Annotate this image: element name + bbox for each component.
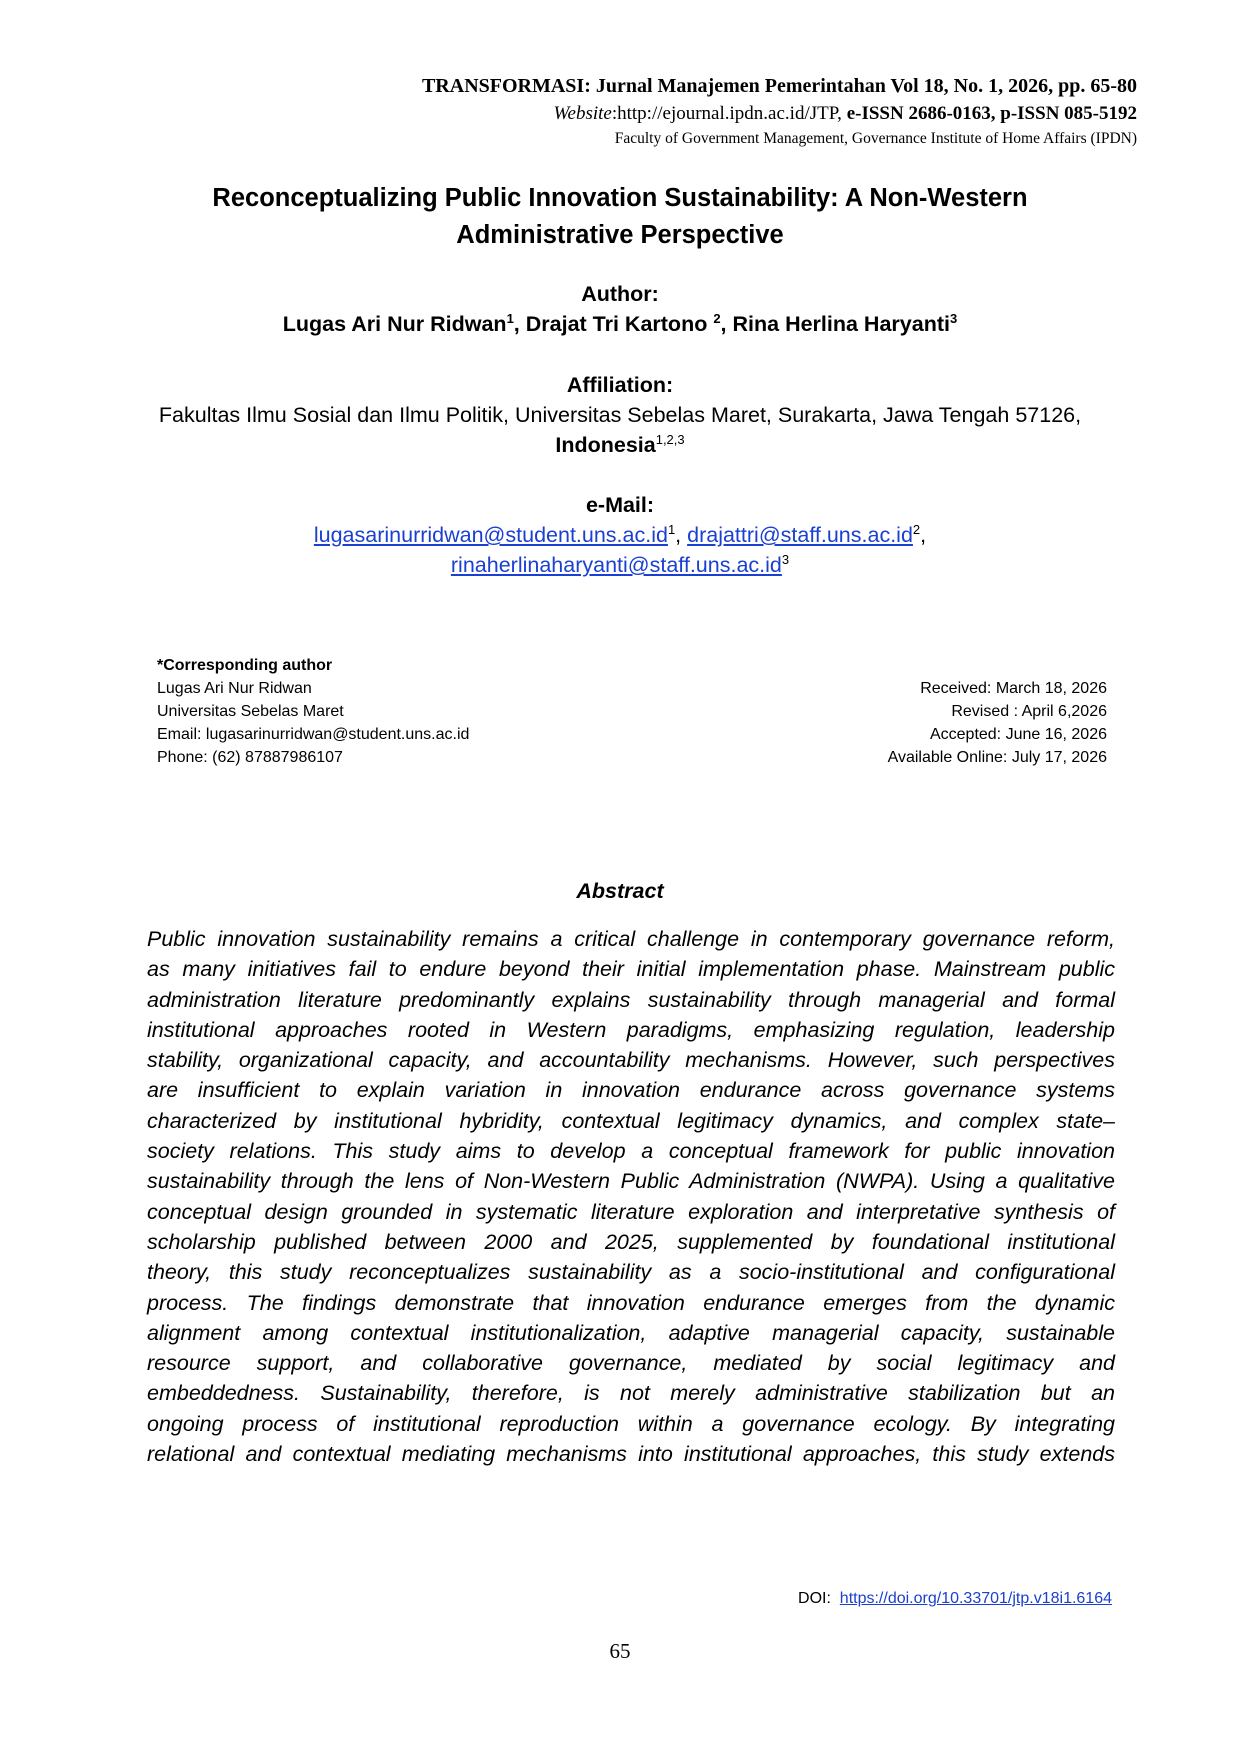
abstract-line: society relations. This study aims to develop a conceptual framework for public innovation [147,1139,1115,1164]
abstract-line: alignment among contextual institutionalization, adaptive managerial capacity, sustainable [147,1320,1115,1345]
author-separator: , [720,312,733,336]
corresponding-phone: Phone: (62) 87887986107 [157,749,343,766]
abstract-line: theory, this study reconceptualizes sustainability as a socio-institutional and configurational [147,1260,1115,1285]
abstract-line: embeddedness. Sustainability, therefore, is not merely administrative stabilization but an [147,1381,1115,1406]
author-list [130,309,1110,339]
email-link[interactable]: rinaherlinaharyanti@staff.uns.ac.id [450,553,782,577]
issn-text: e-ISSN 2686-0163, p-ISSN 085-5192 [846,103,1137,124]
affiliation-country-line [130,430,1110,460]
journal-citation-line: TRANSFORMASI: Jurnal Manajemen Pemerintahan Vol 18, No. 1, 2026, pp. 65-80 [421,75,1137,97]
abstract-line: characterized by institutional hybridity, contextual legitimacy dynamics, and complex state– [147,1108,1115,1133]
page-number: 65 [609,1639,631,1663]
abstract-body [147,924,1115,1469]
email-sup: 1 [667,521,676,537]
author-name: Rina Herlina Haryanti [732,312,950,336]
author-sup: 3 [949,310,958,326]
abstract-line: process. The findings demonstrate that innovation endurance emerges from the dynamic [147,1290,1115,1315]
date-revised: Revised : April 6,2026 [951,703,1107,720]
author-section [130,279,1110,339]
affiliation-text: Fakultas Ilmu Sosial dan Ilmu Politik, Universitas Sebelas Maret, Surakarta, Jawa Tengah 57126, [158,403,1082,427]
author-sup: 2 [713,310,721,326]
corresponding-email: Email: lugasarinurridwan@student.uns.ac.id [157,726,470,743]
abstract-line: are insufficient to explain variation in innovation endurance across governance systems [147,1078,1115,1103]
email-sup: 2 [912,521,921,537]
date-online: Available Online: July 17, 2026 [887,749,1107,766]
title-line-2: Administrative Perspective [456,221,784,249]
affiliation-country: Indonesia [555,433,656,457]
corresponding-name: Lugas Ari Nur Ridwan [157,680,312,697]
faculty-line: Faculty of Government Management, Governance Institute of Home Affairs (IPDN) [614,130,1137,147]
affiliation-section [130,370,1110,460]
email-separator: , [920,523,927,547]
author-sup: 1 [506,310,514,326]
journal-website-line [422,100,1137,128]
abstract-line: as many initiatives fail to endure beyond their initial implementation phase. Mainstream public [147,957,1115,982]
abstract-heading: Abstract [576,879,664,903]
author-label: Author: [581,282,659,306]
website-label: Website [553,103,612,124]
doi-line [798,1587,1112,1611]
corresponding-heading: *Corresponding author [157,657,333,674]
email-separator: , [675,523,688,547]
email-link[interactable]: drajattri@staff.uns.ac.id [687,523,913,547]
email-sup: 3 [781,551,790,567]
website-url[interactable]: :http://ejournal.ipdn.ac.id/JTP, [611,103,847,124]
abstract-line: stability, organizational capacity, and accountability mechanisms. However, such perspectives [147,1048,1115,1073]
author-name: Drajat Tri Kartono [525,312,714,336]
email-label: e-Mail: [585,493,655,517]
journal-header [422,72,1137,150]
abstract-line: ongoing process of institutional reproduction within a governance ecology. By integrating [147,1411,1115,1436]
email-section [130,490,1110,580]
title-line-1: Reconceptualizing Public Innovation Sustainability: A Non-Western [212,184,1028,212]
publication-dates [707,677,1107,769]
doi-link[interactable]: https://doi.org/10.33701/jtp.v18i1.6164 [839,1590,1112,1607]
abstract-line: conceptual design grounded in systematic literature exploration and interpretative synthesis of [147,1199,1115,1224]
email-line-1 [130,520,1110,550]
author-separator: , [513,312,526,336]
doi-label: DOI: [798,1590,831,1607]
abstract-line: institutional approaches rooted in Western paradigms, emphasizing regulation, leadership [147,1017,1115,1042]
abstract-line: sustainability through the lens of Non-Western Public Administration (NWPA). Using a qualitative [147,1169,1115,1194]
author-name: Lugas Ari Nur Ridwan [282,312,507,336]
abstract-line: scholarship published between 2000 and 2025, supplemented by foundational institutional [147,1229,1115,1254]
affiliation-label: Affiliation: [566,373,674,397]
abstract-line: relational and contextual mediating mechanisms into institutional approaches, this study extends [147,1442,1115,1467]
email-line-2 [130,550,1110,580]
email-link[interactable]: lugasarinurridwan@student.uns.ac.id [313,523,668,547]
date-accepted: Accepted: June 16, 2026 [929,726,1107,743]
corresponding-author-info [157,654,677,769]
abstract-line: administration literature predominantly explains sustainability through managerial and formal [147,987,1115,1012]
corresponding-institution: Universitas Sebelas Maret [157,703,344,720]
abstract-line: Public innovation sustainability remains a critical challenge in contemporary governance reform, [147,927,1115,951]
paper-title [150,180,1090,254]
abstract-line: resource support, and collaborative governance, mediated by social legitimacy and [147,1351,1115,1376]
affiliation-sup: 1,2,3 [655,431,685,447]
date-received: Received: March 18, 2026 [920,680,1107,697]
